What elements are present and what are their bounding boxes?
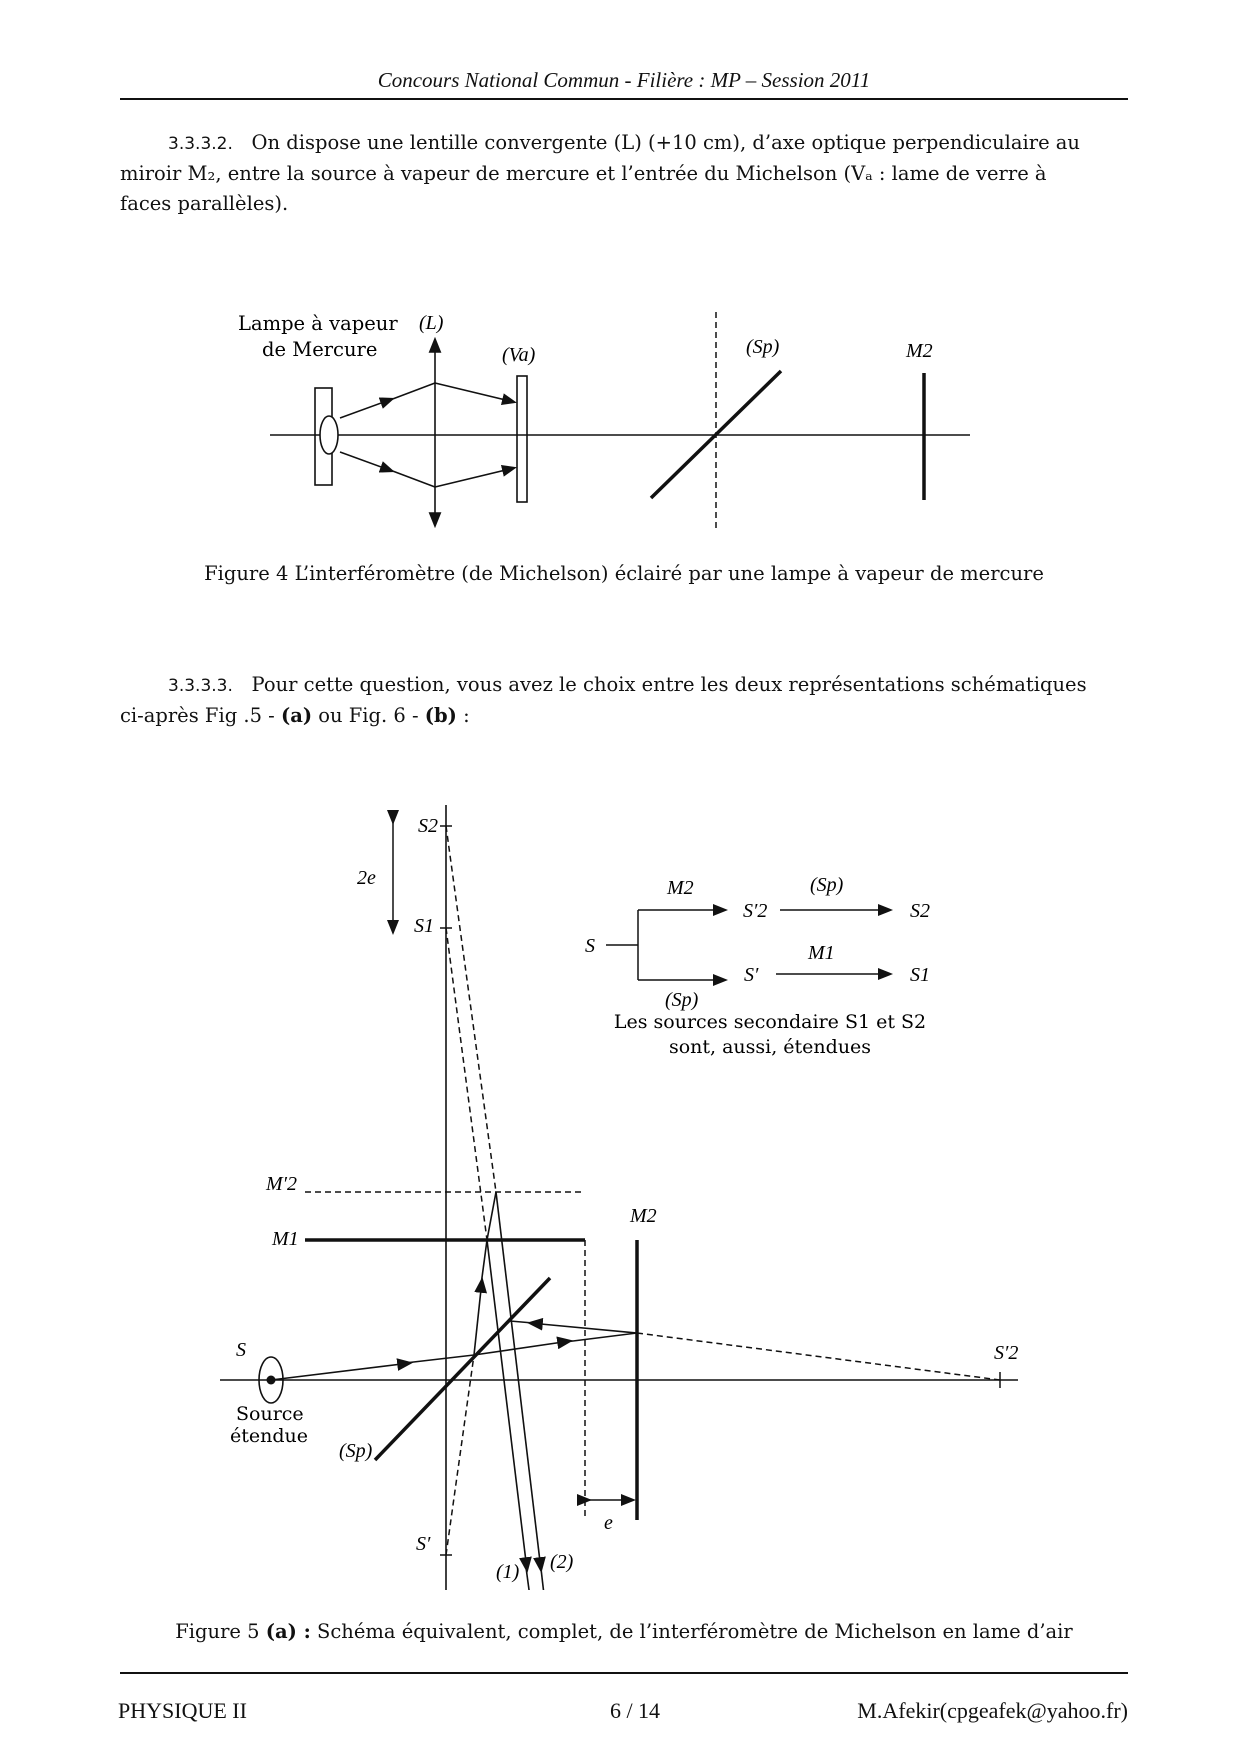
question-text-line1: On dispose une lentille convergente (L) (+10 cm), d’axe optique perpendiculaire au (251, 131, 1080, 154)
label-splitter: (Sp) (339, 1440, 373, 1462)
plate-label: (Va) (502, 344, 536, 366)
label-extended: étendue (230, 1425, 309, 1447)
mirror-label: M2 (906, 340, 933, 362)
label-s2: S2 (418, 815, 438, 837)
question-3332 (120, 128, 1128, 219)
tree-s2: S2 (910, 900, 930, 922)
tree-sp-top: (Sp) (810, 874, 844, 896)
label-ray1: (1) (496, 1561, 520, 1583)
label-source: Source (236, 1403, 304, 1425)
question-text-line1: Pour cette question, vous avez le choix entre les deux représentations schématiques (251, 673, 1087, 696)
glass-plate (517, 376, 527, 502)
splitter-label: (Sp) (746, 336, 780, 358)
question-number: 3.3.3.2. (168, 134, 233, 154)
label-2e: 2e (357, 867, 376, 889)
tree-s2-prime: S′2 (743, 900, 768, 922)
lens-label: (L) (419, 312, 444, 334)
source-tree (585, 874, 930, 1058)
question-number: 3.3.3.3. (168, 676, 233, 696)
label-s1: S1 (414, 915, 434, 937)
question-text-line3: faces parallèles). (120, 192, 289, 215)
tree-s-prime: S′ (744, 964, 759, 986)
question-3333 (120, 670, 1128, 731)
tree-sp-bottom: (Sp) (665, 989, 699, 1011)
label-s: S (236, 1339, 246, 1361)
tree-note-line1: Les sources secondaire S1 et S2 (613, 1011, 927, 1033)
tree-s: S (585, 935, 595, 957)
label-s2-prime: S′2 (994, 1342, 1019, 1364)
label-m2: M2 (630, 1205, 657, 1227)
label-m1: M1 (272, 1228, 299, 1250)
lamp-label-line1: Lampe à vapeur (238, 312, 398, 335)
tree-m1: M1 (808, 942, 835, 964)
tree-note-line2: sont, aussi, étendues (668, 1036, 872, 1058)
footer-page-number: 6 / 14 (609, 1698, 661, 1723)
footer-rule (120, 1672, 1128, 1674)
question-text-line2: ci-après Fig .5 - (a) ou Fig. 6 - (b) : (120, 704, 470, 727)
tree-s1: S1 (910, 964, 930, 986)
label-m2-prime: M′2 (266, 1173, 298, 1195)
figure-4-caption: Figure 4 L’interféromètre (de Michelson) éclairé par une lampe à vapeur de mercure (204, 562, 1044, 585)
page-header: Concours National Commun - Filière : MP – Session 2011 (377, 68, 871, 92)
label-ray2: (2) (550, 1551, 574, 1573)
footer-right: M.Afekir(cpgeafek@yahoo.fr) (857, 1698, 1128, 1723)
lamp-label-line2: de Mercure (262, 338, 378, 361)
figure-4-diagram (0, 300, 1240, 540)
footer-left: PHYSIQUE II (118, 1698, 247, 1723)
header-rule (120, 98, 1128, 100)
figure-5-diagram (0, 790, 1240, 1590)
question-text-line2: miroir M₂, entre la source à vapeur de mercure et l’entrée du Michelson (Vₐ : lame de verre à (120, 162, 1047, 185)
label-e: e (604, 1512, 613, 1534)
lamp-bulb (320, 416, 338, 454)
label-s-prime: S′ (416, 1533, 431, 1555)
tree-m2: M2 (667, 877, 694, 899)
figure-5-caption: Figure 5 (a) : Schéma équivalent, complet, de l’interféromètre de Michelson en lame d’air (175, 1620, 1073, 1643)
